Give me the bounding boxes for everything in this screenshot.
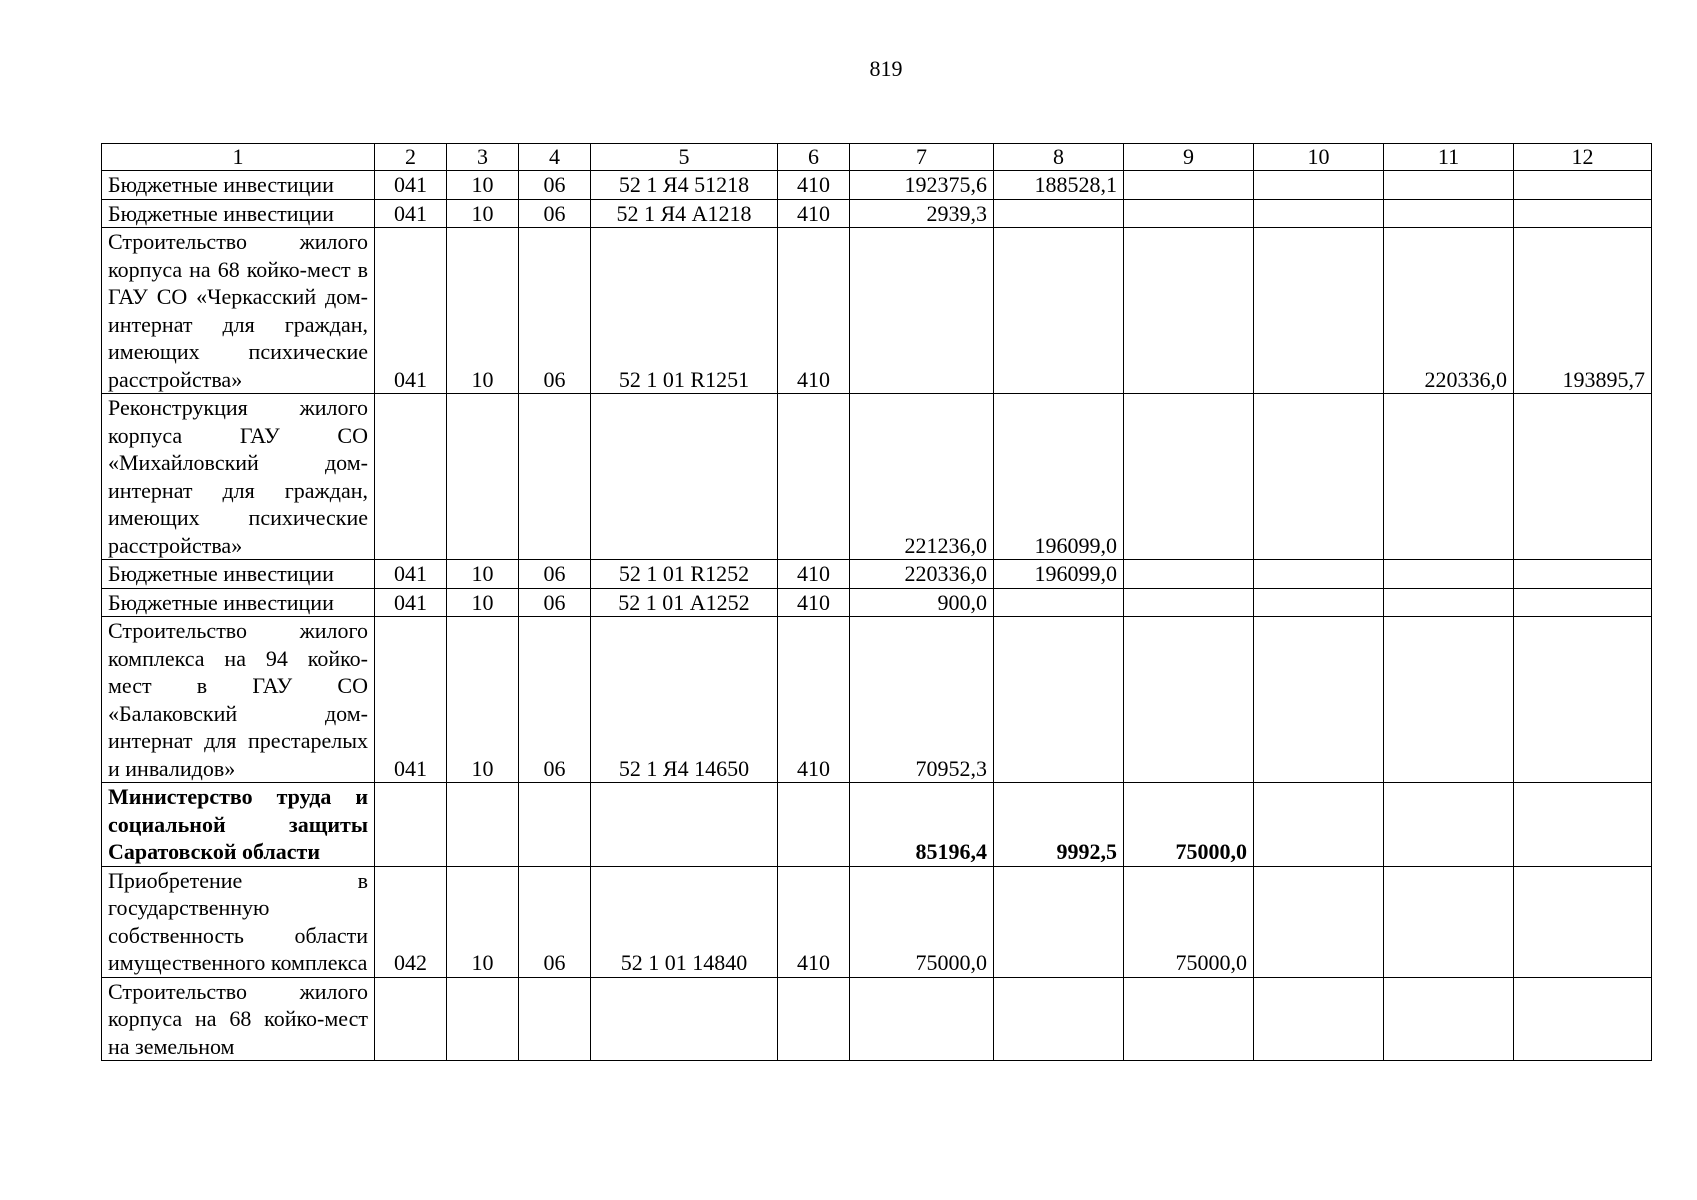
cell-section: 10 [447, 588, 519, 617]
cell-amount [994, 977, 1124, 1061]
cell-amount [1514, 783, 1652, 867]
cell-subsection: 06 [519, 560, 591, 589]
cell-amount [1254, 977, 1384, 1061]
table-row [102, 588, 1652, 617]
cell-target-article [591, 783, 778, 867]
column-header: 5 [591, 144, 778, 171]
cell-section: 10 [447, 617, 519, 783]
cell-amount [1384, 617, 1514, 783]
cell-section: 10 [447, 866, 519, 977]
cell-section: 10 [447, 560, 519, 589]
cell-amount [1384, 977, 1514, 1061]
cell-ministry-code: 041 [375, 171, 447, 200]
column-header: 11 [1384, 144, 1514, 171]
cell-target-article [591, 394, 778, 560]
cell-amount: 9992,5 [994, 783, 1124, 867]
cell-subsection: 06 [519, 866, 591, 977]
column-header: 4 [519, 144, 591, 171]
cell-amount: 75000,0 [850, 866, 994, 977]
cell-amount [1124, 977, 1254, 1061]
column-header: 6 [778, 144, 850, 171]
cell-subsection: 06 [519, 228, 591, 394]
cell-amount: 75000,0 [1124, 783, 1254, 867]
table-row [102, 199, 1652, 228]
table-row [102, 560, 1652, 589]
cell-amount [1514, 171, 1652, 200]
cell-target-article: 52 1 01 R1251 [591, 228, 778, 394]
column-header: 8 [994, 144, 1124, 171]
cell-amount [1124, 394, 1254, 560]
cell-ministry-code [375, 977, 447, 1061]
cell-section: 10 [447, 171, 519, 200]
column-header: 10 [1254, 144, 1384, 171]
table-row [102, 866, 1652, 977]
table-row [102, 977, 1652, 1061]
row-name: Бюджетные инвестиции [102, 588, 375, 617]
row-name: Министерство труда и социальной защиты Саратовской области [102, 783, 375, 867]
column-header: 9 [1124, 144, 1254, 171]
cell-amount: 85196,4 [850, 783, 994, 867]
table-row [102, 617, 1652, 783]
column-header: 12 [1514, 144, 1652, 171]
cell-ministry-code [375, 783, 447, 867]
cell-amount: 192375,6 [850, 171, 994, 200]
cell-amount [1254, 199, 1384, 228]
cell-amount [994, 866, 1124, 977]
cell-subsection: 06 [519, 588, 591, 617]
cell-amount [1514, 977, 1652, 1061]
cell-amount: 196099,0 [994, 560, 1124, 589]
row-name: Бюджетные инвестиции [102, 171, 375, 200]
budget-table [101, 143, 1652, 1061]
cell-target-article: 52 1 01 R1252 [591, 560, 778, 589]
cell-amount: 221236,0 [850, 394, 994, 560]
cell-expense-type [778, 783, 850, 867]
row-name: Строительство жилого корпуса на 68 койко-мест на земельном [102, 977, 375, 1061]
cell-amount [994, 228, 1124, 394]
page-number: 819 [869, 56, 903, 81]
table-row [102, 171, 1652, 200]
column-header: 7 [850, 144, 994, 171]
cell-expense-type: 410 [778, 617, 850, 783]
cell-target-article: 52 1 Я4 14650 [591, 617, 778, 783]
cell-amount [850, 228, 994, 394]
cell-ministry-code: 041 [375, 228, 447, 394]
cell-subsection [519, 394, 591, 560]
cell-expense-type [778, 394, 850, 560]
cell-ministry-code: 041 [375, 199, 447, 228]
cell-amount [1254, 783, 1384, 867]
cell-amount [1124, 199, 1254, 228]
cell-subsection: 06 [519, 171, 591, 200]
cell-amount: 188528,1 [994, 171, 1124, 200]
cell-amount [1254, 866, 1384, 977]
cell-expense-type: 410 [778, 588, 850, 617]
cell-amount [994, 588, 1124, 617]
cell-amount [1384, 588, 1514, 617]
cell-amount: 2939,3 [850, 199, 994, 228]
cell-amount [1124, 560, 1254, 589]
cell-target-article: 52 1 01 14840 [591, 866, 778, 977]
cell-amount [1254, 617, 1384, 783]
cell-amount: 193895,7 [1514, 228, 1652, 394]
row-name: Бюджетные инвестиции [102, 560, 375, 589]
cell-amount: 70952,3 [850, 617, 994, 783]
cell-section: 10 [447, 228, 519, 394]
cell-amount [1124, 228, 1254, 394]
cell-ministry-code: 041 [375, 588, 447, 617]
row-name: Реконструкция жилого корпуса ГАУ СО «Михайловский дом-интернат для граждан, имеющих психические расстройства» [102, 394, 375, 560]
cell-amount: 196099,0 [994, 394, 1124, 560]
cell-target-article: 52 1 Я4 А1218 [591, 199, 778, 228]
cell-amount: 220336,0 [1384, 228, 1514, 394]
cell-amount: 220336,0 [850, 560, 994, 589]
cell-expense-type [778, 977, 850, 1061]
cell-ministry-code [375, 394, 447, 560]
cell-amount [1514, 560, 1652, 589]
table-row-ministry-total [102, 783, 1652, 867]
cell-amount [1384, 171, 1514, 200]
column-header: 3 [447, 144, 519, 171]
cell-amount [1384, 394, 1514, 560]
cell-section [447, 394, 519, 560]
cell-amount [1124, 617, 1254, 783]
cell-expense-type: 410 [778, 866, 850, 977]
cell-target-article: 52 1 01 А1252 [591, 588, 778, 617]
column-header: 2 [375, 144, 447, 171]
cell-amount [850, 977, 994, 1061]
cell-section [447, 977, 519, 1061]
cell-amount [1384, 866, 1514, 977]
column-header: 1 [102, 144, 375, 171]
cell-amount [1514, 588, 1652, 617]
cell-target-article [591, 977, 778, 1061]
cell-ministry-code: 042 [375, 866, 447, 977]
cell-amount: 900,0 [850, 588, 994, 617]
cell-amount [1384, 199, 1514, 228]
cell-section: 10 [447, 199, 519, 228]
cell-amount [1514, 866, 1652, 977]
cell-amount [1514, 199, 1652, 228]
cell-subsection [519, 977, 591, 1061]
table-header-row [102, 144, 1652, 171]
cell-amount [1514, 394, 1652, 560]
cell-amount [1254, 560, 1384, 589]
table-row [102, 228, 1652, 394]
cell-amount [1124, 171, 1254, 200]
cell-subsection: 06 [519, 617, 591, 783]
row-name: Бюджетные инвестиции [102, 199, 375, 228]
cell-amount [1254, 171, 1384, 200]
cell-subsection: 06 [519, 199, 591, 228]
cell-amount [994, 617, 1124, 783]
cell-amount [1254, 228, 1384, 394]
cell-expense-type: 410 [778, 171, 850, 200]
row-name: Приобретение в государственную собственность области имущественного комплекса [102, 866, 375, 977]
cell-subsection [519, 783, 591, 867]
cell-target-article: 52 1 Я4 51218 [591, 171, 778, 200]
cell-expense-type: 410 [778, 560, 850, 589]
cell-amount [1514, 617, 1652, 783]
cell-amount [1384, 783, 1514, 867]
cell-ministry-code: 041 [375, 560, 447, 589]
cell-expense-type: 410 [778, 199, 850, 228]
cell-amount [994, 199, 1124, 228]
table-row [102, 394, 1652, 560]
cell-amount [1254, 394, 1384, 560]
cell-expense-type: 410 [778, 228, 850, 394]
row-name: Строительство жилого корпуса на 68 койко-мест в ГАУ СО «Черкасский дом-интернат для граждан, имеющих психические расстройства» [102, 228, 375, 394]
cell-amount [1124, 588, 1254, 617]
cell-section [447, 783, 519, 867]
cell-amount [1384, 560, 1514, 589]
cell-ministry-code: 041 [375, 617, 447, 783]
row-name: Строительство жилого комплекса на 94 койко-мест в ГАУ СО «Балаковский дом-интернат для престарелых и инвалидов» [102, 617, 375, 783]
cell-amount: 75000,0 [1124, 866, 1254, 977]
cell-amount [1254, 588, 1384, 617]
